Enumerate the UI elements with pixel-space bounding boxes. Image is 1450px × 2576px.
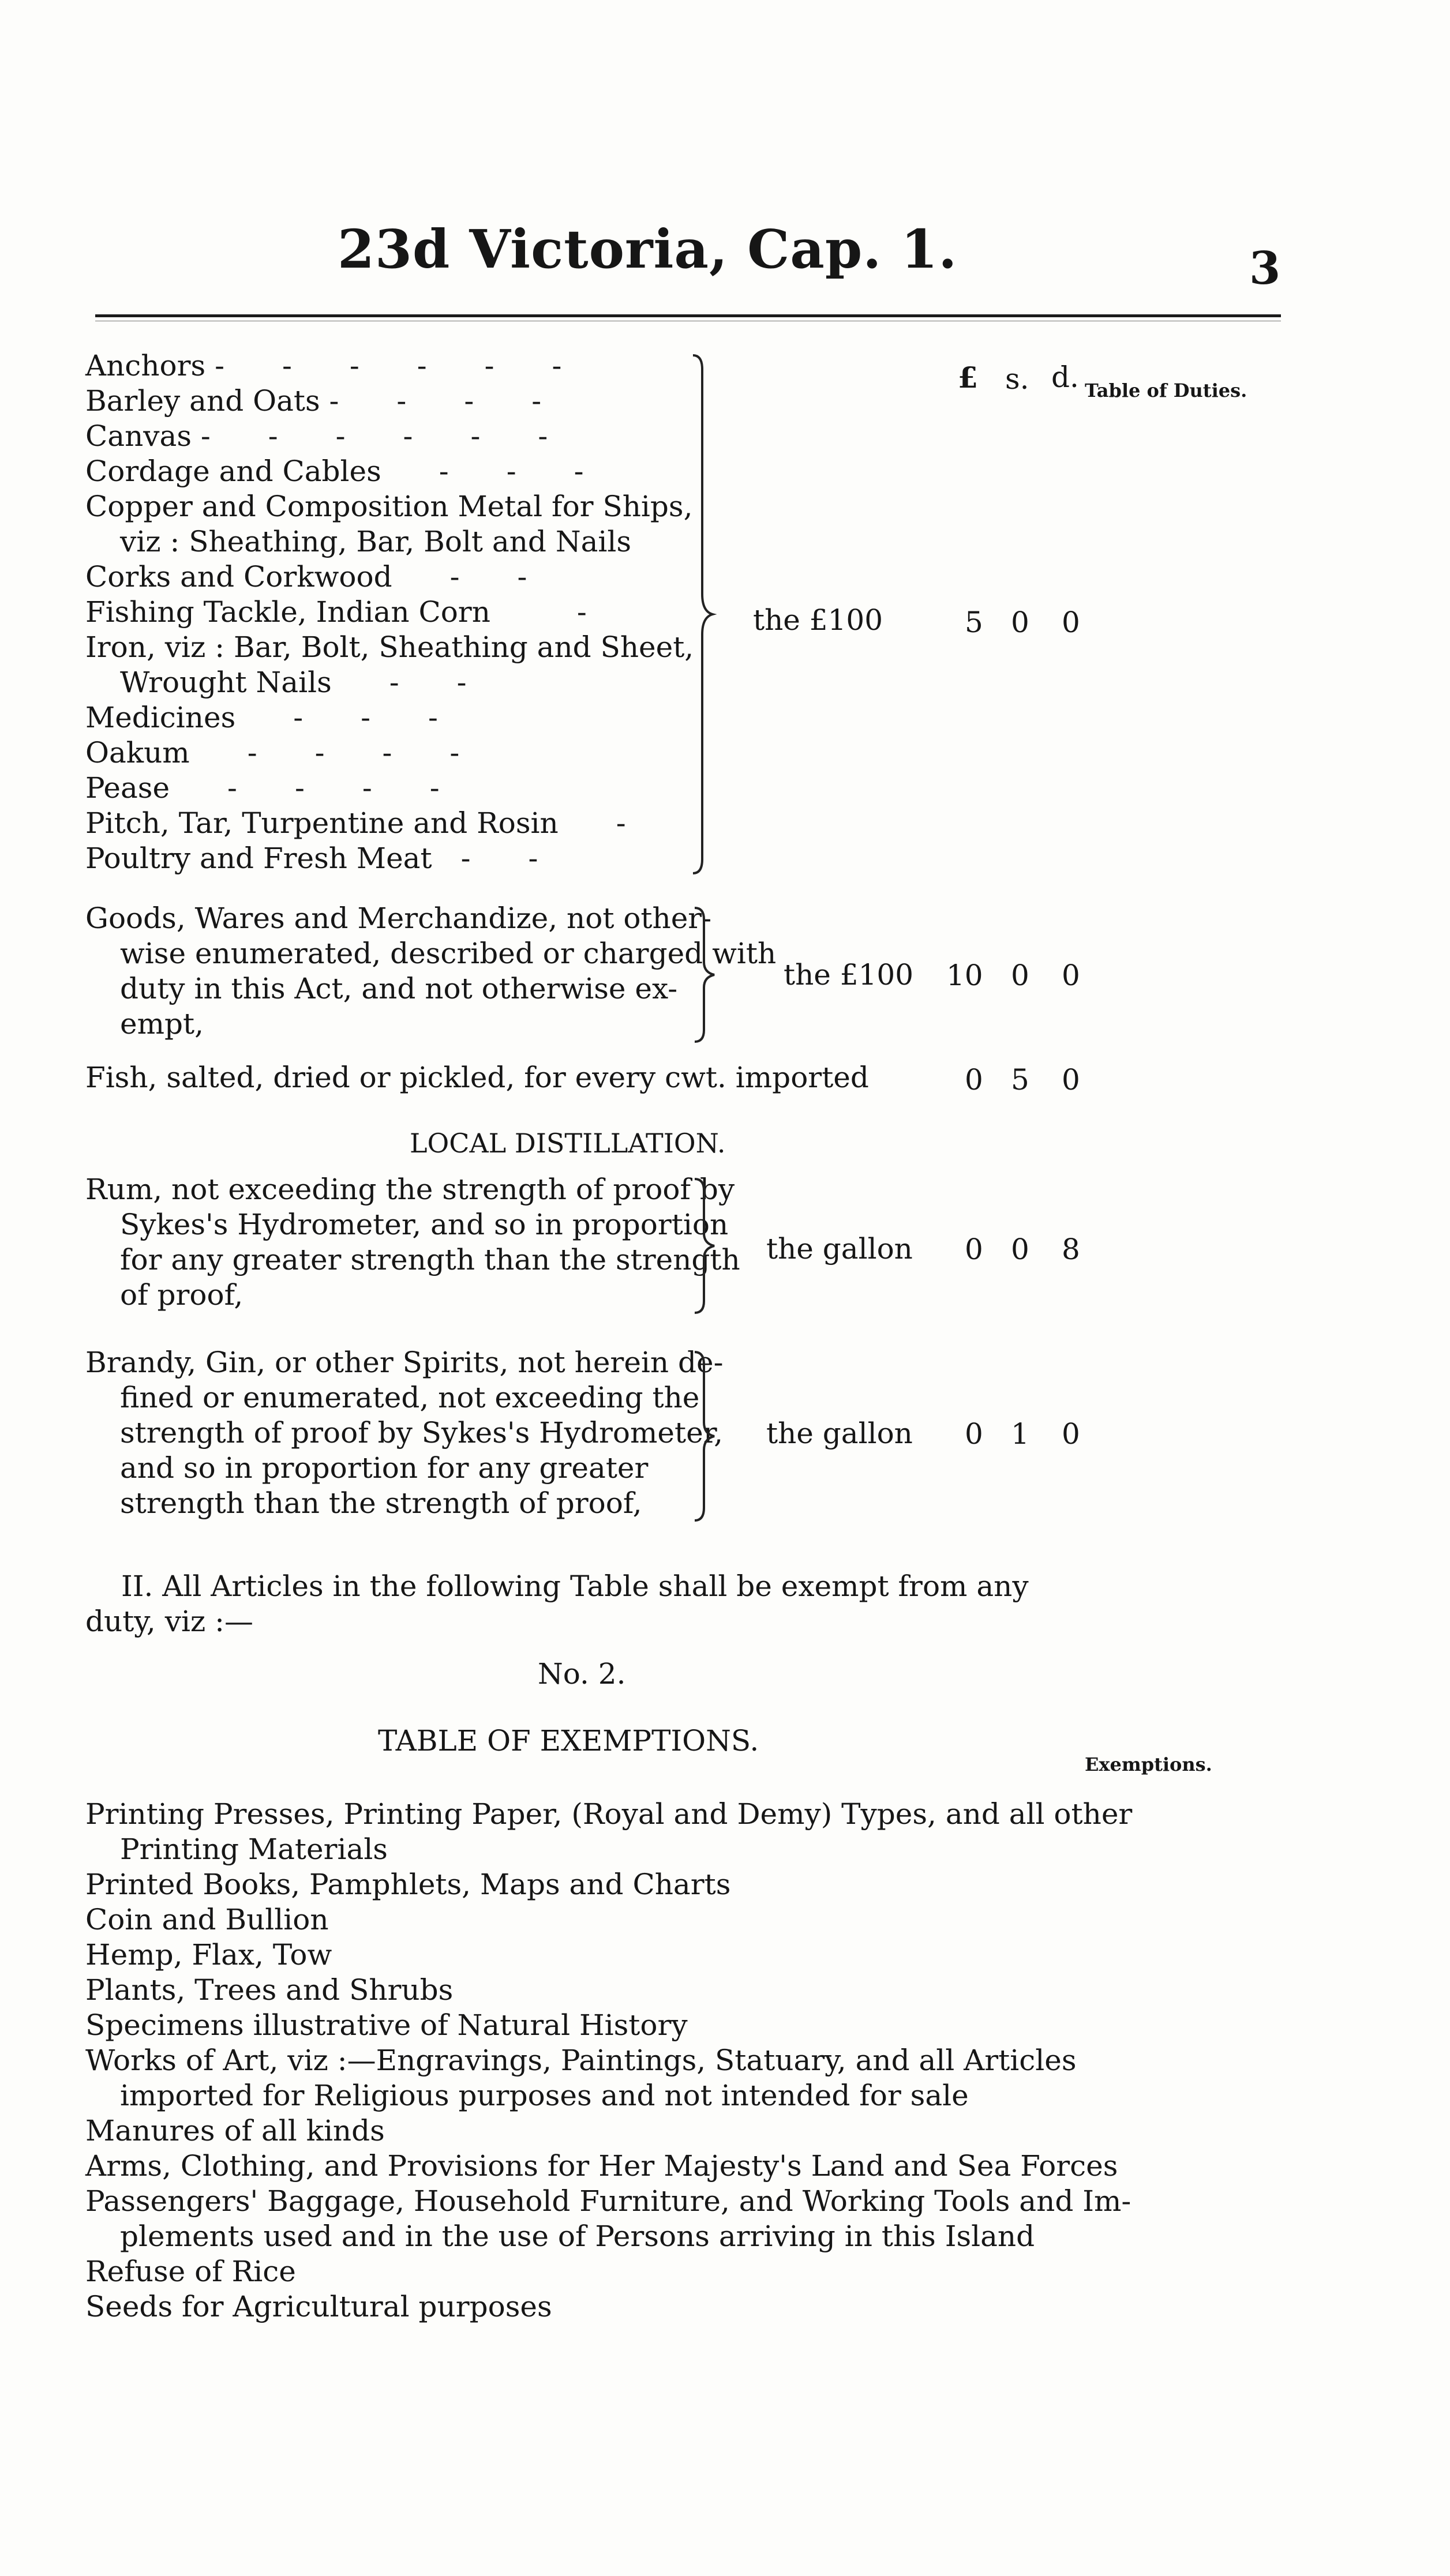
fish-line: Fish, salted, dried or pickled, for every cwt. imported	[85, 1061, 869, 1094]
exemption-line: Printing Presses, Printing Paper, (Royal and Demy) Types, and all other	[85, 1797, 1133, 1831]
group-2-pence: 0	[1062, 959, 1080, 992]
item-line: for any greater strength than the strength	[120, 1243, 740, 1276]
item-line: of proof,	[120, 1278, 243, 1312]
item-line: Goods, Wares and Merchandize, not other-	[85, 902, 712, 935]
group-2-shilling: 0	[1011, 959, 1029, 992]
duty-group-2-items	[85, 901, 777, 1042]
exemption-line: Works of Art, viz :—Engravings, Paintings, Statuary, and all Articles	[85, 2044, 1077, 2077]
item-line: Iron, viz : Bar, Bolt, Sheathing and Sheet,	[85, 630, 694, 664]
item-line: Cordage and Cables - - -	[85, 455, 584, 488]
header-rule	[95, 314, 1281, 317]
exemption-line: Hemp, Flax, Tow	[85, 1938, 332, 1972]
item-line: Pease - - - -	[85, 771, 440, 805]
exemptions-list	[85, 1797, 1133, 2325]
item-line: duty in this Act, and not otherwise ex-	[120, 972, 678, 1005]
brandy-items	[85, 1345, 724, 1521]
item-line: Rum, not exceeding the strength of proof by	[85, 1173, 735, 1206]
item-line: Anchors - - - - - -	[85, 349, 562, 382]
item-line: Pitch, Tar, Turpentine and Rosin -	[85, 806, 626, 840]
item-line: and so in proportion for any greater	[120, 1451, 649, 1485]
group-1-pound: 5	[965, 606, 983, 639]
item-line: Oakum - - - -	[85, 736, 460, 769]
exemption-line: Printing Materials	[120, 1833, 388, 1866]
section-2-line-2: duty, viz :—	[85, 1605, 254, 1638]
exemption-line: plements used and in the use of Persons arriving in this Island	[120, 2220, 1035, 2253]
item-line: Canvas - - - - - -	[85, 419, 548, 453]
exemption-line: Manures of all kinds	[85, 2114, 385, 2147]
item-line: Sykes's Hydrometer, and so in proportion	[120, 1208, 729, 1241]
item-line: Wrought Nails - -	[120, 666, 467, 699]
fish-pound: 0	[965, 1063, 983, 1097]
group-1-shilling: 0	[1011, 606, 1029, 639]
rum-shilling: 0	[1011, 1233, 1029, 1266]
fish-pence: 0	[1062, 1063, 1080, 1097]
item-line: Copper and Composition Metal for Ships,	[85, 490, 693, 523]
brace-group-1	[690, 352, 724, 877]
rum-rate: the gallon	[766, 1232, 913, 1266]
item-line: Poultry and Fresh Meat - -	[85, 842, 538, 875]
item-line: Fishing Tackle, Indian Corn -	[85, 595, 587, 629]
exemption-line: Arms, Clothing, and Provisions for Her Majesty's Land and Sea Forces	[85, 2149, 1118, 2183]
page-title: 23d Victoria, Cap. 1.	[338, 218, 958, 280]
brace-group-2	[691, 904, 726, 1046]
group-1-rate: the £100	[753, 603, 883, 637]
item-line: fined or enumerated, not exceeding the	[120, 1381, 700, 1414]
exemption-line: Coin and Bullion	[85, 1903, 329, 1936]
item-line: viz : Sheathing, Bar, Bolt and Nails	[120, 525, 632, 558]
brandy-pence: 0	[1062, 1417, 1080, 1451]
item-line: strength of proof by Sykes's Hydrometer,	[120, 1416, 723, 1450]
exemption-line: imported for Religious purposes and not intended for sale	[120, 2079, 969, 2112]
exemptions-heading: TABLE OF EXEMPTIONS.	[378, 1724, 759, 1758]
fish-shilling: 5	[1011, 1063, 1029, 1097]
rum-pound: 0	[965, 1233, 983, 1266]
item-line: strength than the strength of proof,	[120, 1486, 642, 1520]
page-number: 3	[1249, 242, 1281, 295]
section-2-line-1: II. All Articles in the following Table shall be exempt from any	[121, 1569, 1029, 1603]
exemption-line: Specimens illustrative of Natural History	[85, 2008, 688, 2042]
item-line: empt,	[120, 1007, 204, 1041]
exemption-line: Passengers' Baggage, Household Furniture, and Working Tools and Im-	[85, 2184, 1131, 2218]
brandy-shilling: 1	[1011, 1417, 1029, 1451]
local-distillation-heading: LOCAL DISTILLATION.	[410, 1128, 726, 1159]
group-1-pence: 0	[1062, 606, 1080, 639]
group-2-pound: 10	[946, 959, 983, 992]
pound-column-header: £	[958, 361, 978, 395]
margin-note-duties: Table of Duties.	[1085, 380, 1247, 401]
item-line: wise enumerated, described or charged with	[120, 937, 777, 970]
group-2-rate: the £100	[784, 958, 914, 992]
item-line: Corks and Corkwood - -	[85, 560, 527, 594]
brace-rum	[691, 1176, 726, 1317]
item-line: Barley and Oats - - - -	[85, 384, 542, 418]
exemption-line: Printed Books, Pamphlets, Maps and Charts	[85, 1868, 731, 1901]
exemption-line: Seeds for Agricultural purposes	[85, 2290, 552, 2323]
brandy-pound: 0	[965, 1417, 983, 1451]
rum-items	[85, 1172, 740, 1313]
item-line: Medicines - - -	[85, 701, 438, 734]
shilling-column-header: s.	[1005, 362, 1029, 396]
exemption-line: Refuse of Rice	[85, 2255, 296, 2288]
brace-brandy	[691, 1349, 726, 1524]
pence-column-header: d.	[1051, 361, 1079, 394]
exemption-line: Plants, Trees and Shrubs	[85, 1973, 454, 2007]
margin-note-exemptions: Exemptions.	[1085, 1753, 1212, 1775]
table-number: No. 2.	[538, 1657, 626, 1691]
item-line: Brandy, Gin, or other Spirits, not herein de-	[85, 1346, 724, 1379]
rum-pence: 8	[1062, 1233, 1080, 1266]
brandy-rate: the gallon	[766, 1417, 913, 1450]
duty-group-1-items	[85, 348, 697, 876]
